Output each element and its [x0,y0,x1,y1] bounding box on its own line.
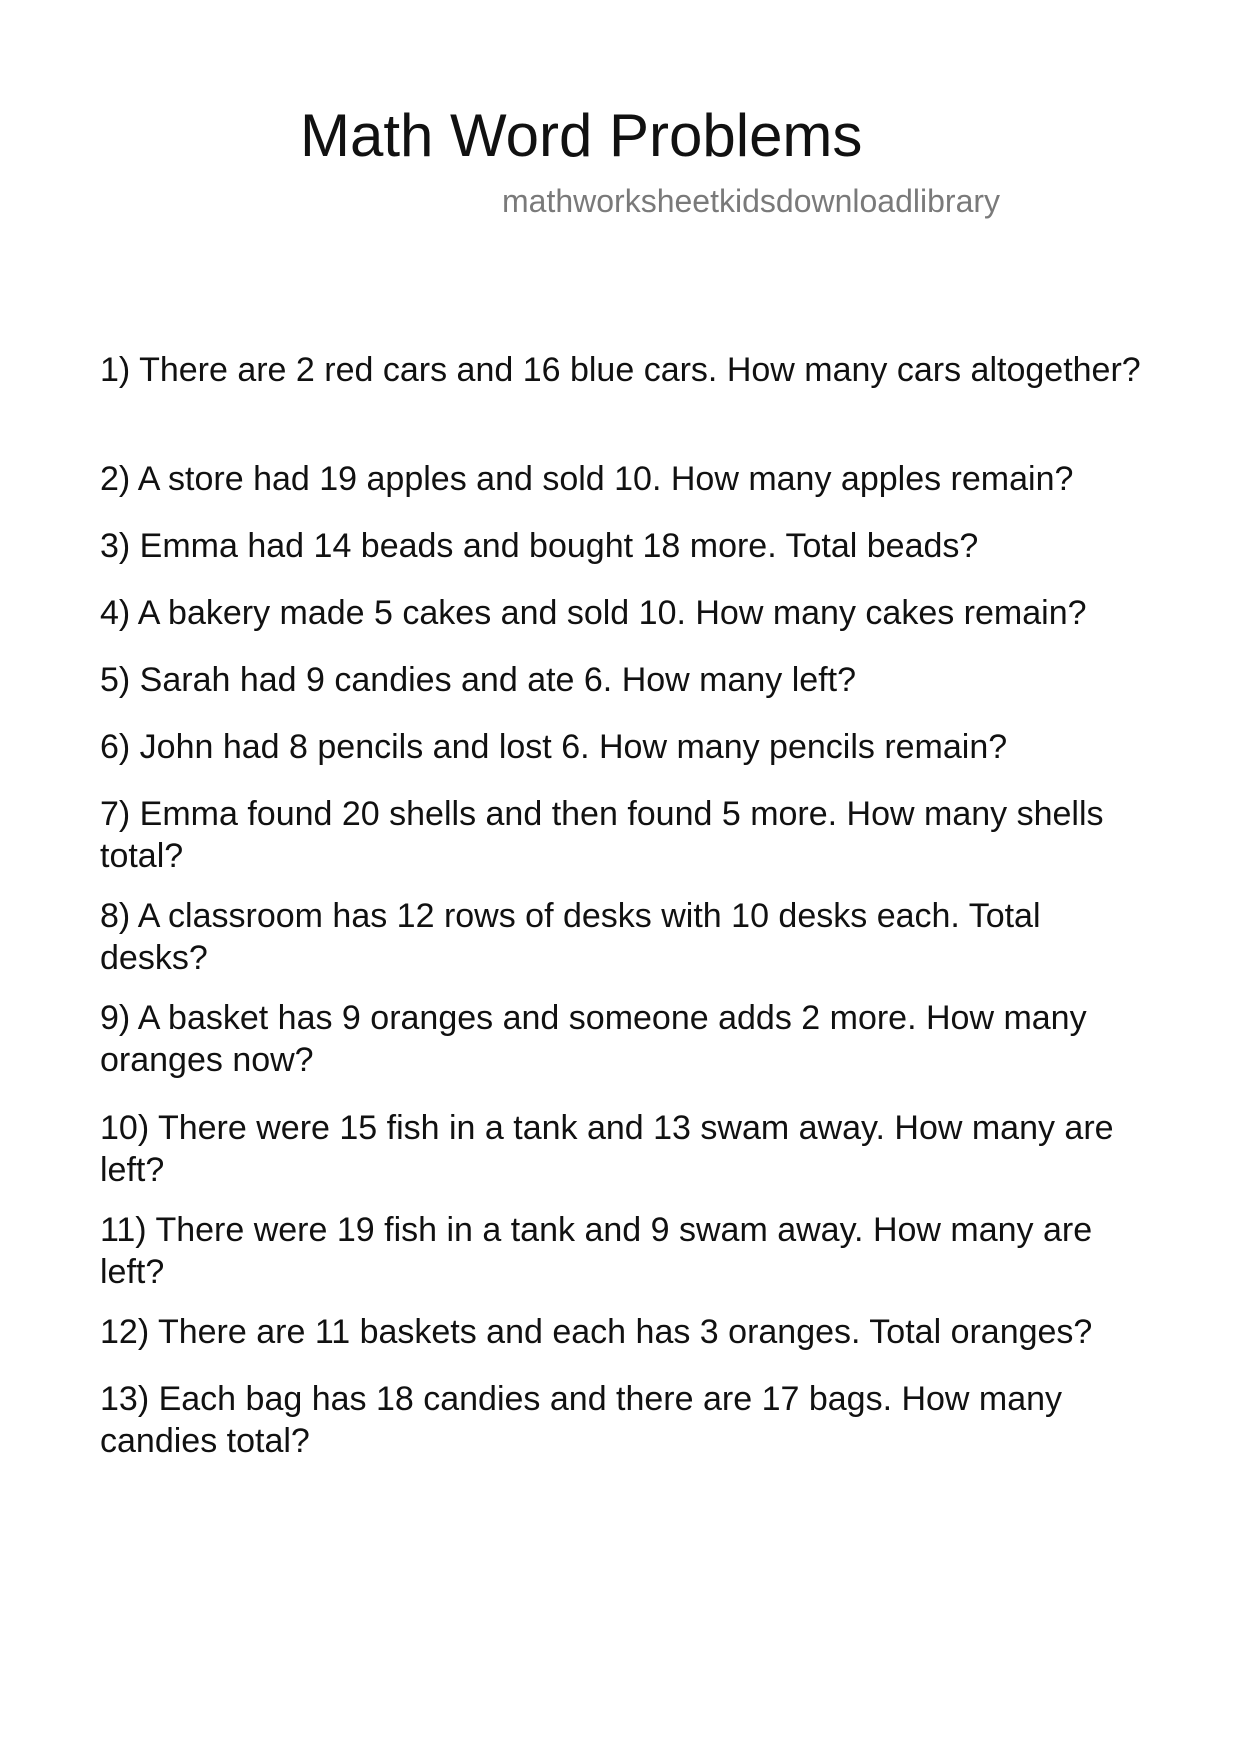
problem-3: 3) Emma had 14 beads and bought 18 more. Total beads? [100,527,979,565]
worksheet-subtitle: mathworksheetkidsdownloadlibrary [502,183,1001,219]
problem-12: 12) There are 11 baskets and each has 3 oranges. Total oranges? [100,1313,1093,1351]
problem-2: 2) A store had 19 apples and sold 10. How many apples remain? [100,460,1074,498]
problem-4: 4) A bakery made 5 cakes and sold 10. How many cakes remain? [100,594,1087,632]
problem-11: 11) There were 19 fish in a tank and 9 swam away. How many are left? [100,1211,1093,1291]
problem-13: 13) Each bag has 18 candies and there are 17 bags. How many candies total? [100,1380,1063,1460]
problem-5: 5) Sarah had 9 candies and ate 6. How many left? [100,661,857,699]
worksheet-title: Math Word Problems [300,102,863,169]
problem-10: 10) There were 15 fish in a tank and 13 swam away. How many are left? [100,1109,1114,1189]
problem-8: 8) A classroom has 12 rows of desks with 10 desks each. Total desks? [100,897,1041,977]
problem-7: 7) Emma found 20 shells and then found 5 more. How many shells total? [100,795,1104,875]
problem-1: 1) There are 2 red cars and 16 blue cars. How many cars altogether? [100,351,1141,389]
problem-6: 6) John had 8 pencils and lost 6. How many pencils remain? [100,728,1008,766]
problem-9: 9) A basket has 9 oranges and someone adds 2 more. How many oranges now? [100,999,1087,1079]
